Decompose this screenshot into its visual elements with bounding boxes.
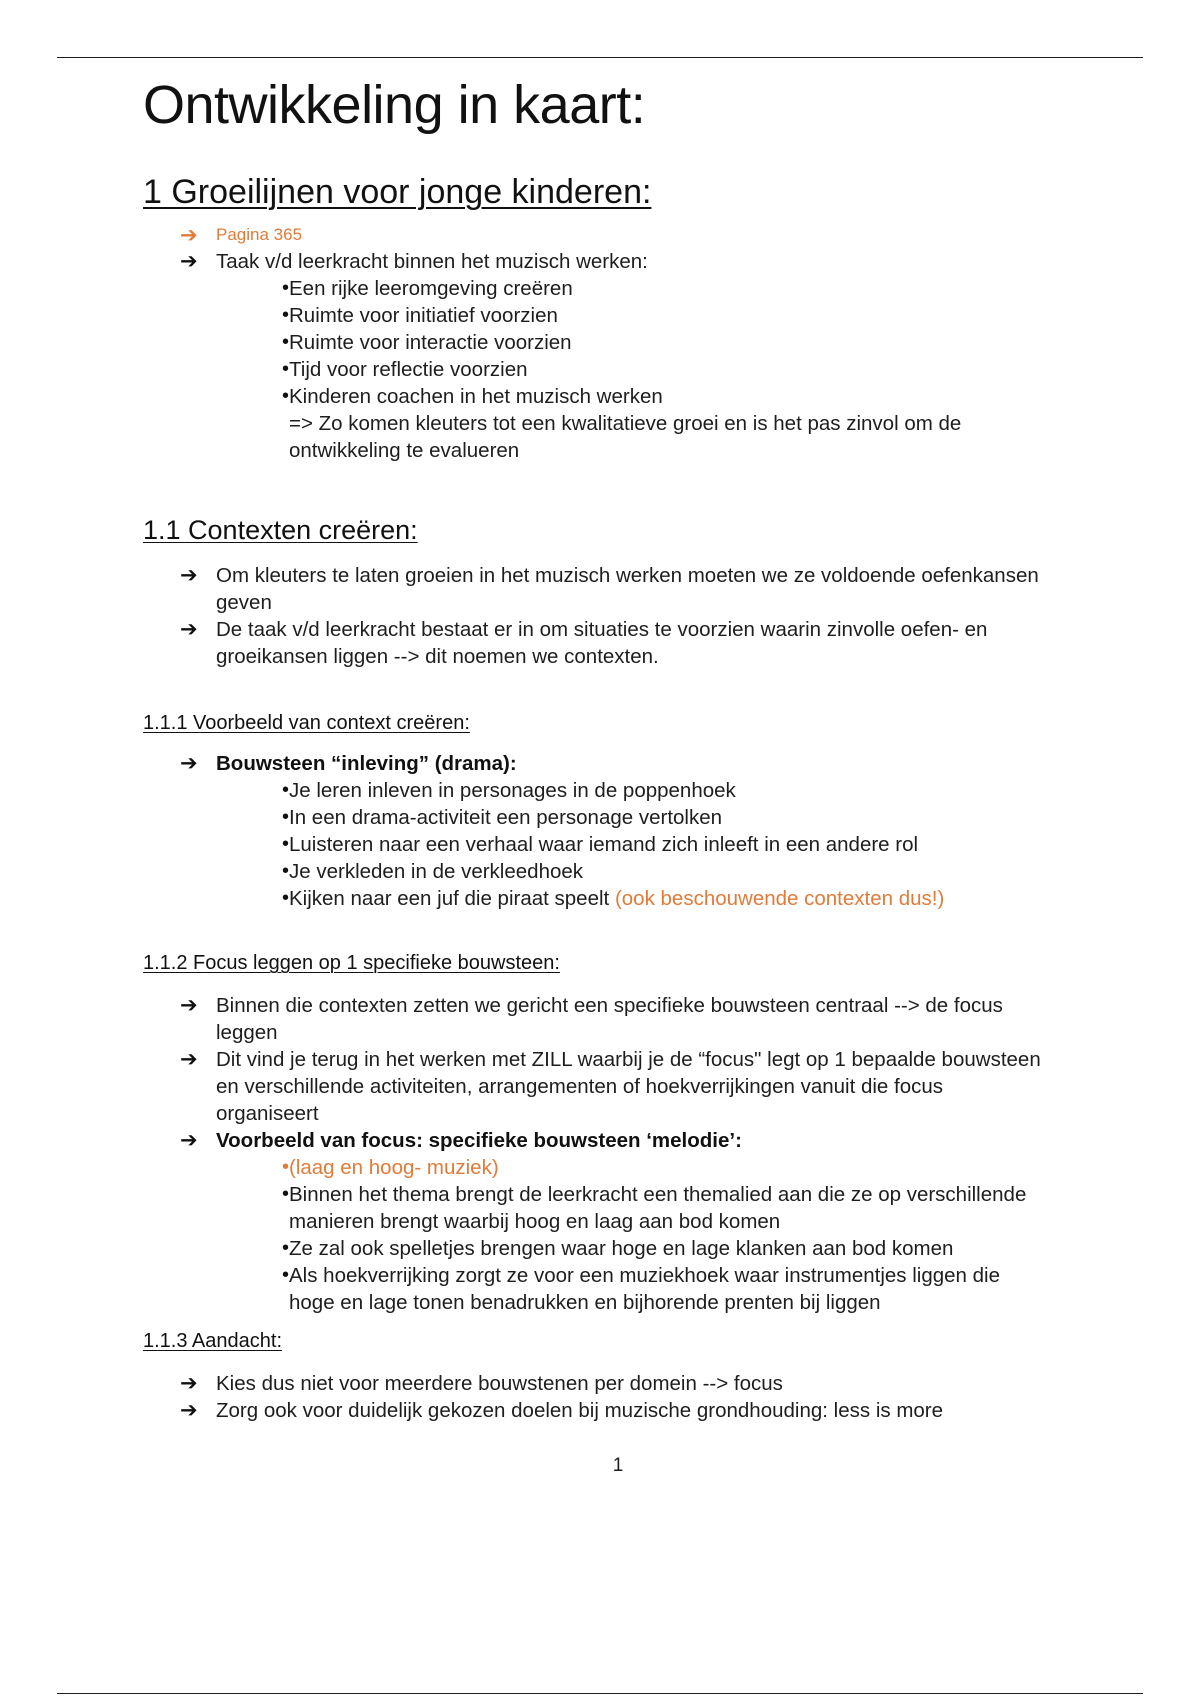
section-1-1-2-heading: 1.1.2 Focus leggen op 1 specifieke bouwsteen: [143, 952, 560, 974]
context-examples [216, 777, 1103, 912]
section-1-1-2-list [143, 992, 1103, 1154]
bullet-icon: • [282, 1156, 290, 1178]
list-item: ➔ Binnen die contexten zetten we gericht een specifieke bouwsteen centraal --> de focus leggen [180, 993, 1003, 1044]
bullet-icon: • [282, 1237, 290, 1259]
conclusion: => Zo komen kleuters tot een kwalitatieve groei en is het pas zinvol om de ontwikkeling te evalueren [289, 412, 962, 462]
list-item: • Tijd voor reflectie voorzien [216, 356, 1103, 383]
bullet-icon: • [282, 860, 290, 882]
bullet-icon: • [282, 358, 290, 380]
bullet-icon: • [282, 385, 290, 407]
list-item: • Ruimte voor initiatief voorzien [216, 302, 1103, 329]
section-1-1-list [143, 562, 1103, 670]
list-item: • Een rijke leeromgeving creëren [216, 275, 1103, 302]
arrow-right-icon: ➔ [180, 617, 198, 641]
list-item: ➔ De taak v/d leerkracht bestaat er in om situaties te voorzien waarin zinvolle oefen- en groeikansen liggen --> dit noemen we contexten. [180, 617, 988, 668]
section-1-1-1-list [143, 750, 1103, 777]
document-title: Ontwikkeling in kaart: [143, 75, 646, 135]
arrow-right-icon: ➔ [180, 1398, 198, 1422]
task-list [216, 275, 1103, 464]
section-1-1-1-heading: 1.1.1 Voorbeeld van context creëren: [143, 712, 470, 734]
section-1-list [143, 222, 1103, 275]
arrow-right-icon: ➔ [180, 751, 198, 775]
list-item: • (laag en hoog- muziek) [216, 1154, 1043, 1181]
list-item: • Ruimte voor interactie voorzien [216, 329, 1103, 356]
page-reference: ➔ Pagina 365 [180, 223, 303, 247]
list-item: ➔ Taak v/d leerkracht binnen het muzisch werken: [180, 249, 648, 273]
bullet-icon: • [282, 277, 290, 299]
list-item: ➔ Om kleuters te laten groeien in het muzisch werken moeten we ze voldoende oefenkansen geven [180, 563, 1039, 614]
arrow-right-icon: ➔ [180, 1128, 198, 1152]
page-number: 1 [612, 1455, 624, 1476]
footer-rule [57, 1693, 1143, 1694]
header-rule [57, 57, 1143, 58]
arrow-right-icon: ➔ [180, 563, 198, 587]
list-item: • Kijken naar een juf die piraat speelt (ook beschouwende contexten dus!) [216, 885, 1103, 912]
arrow-right-icon: ➔ [180, 223, 198, 247]
bullet-icon: • [282, 1183, 290, 1205]
bullet-icon: • [282, 887, 290, 909]
bullet-icon: • [282, 304, 290, 326]
list-item: • Luisteren naar een verhaal waar iemand zich inleeft in een andere rol [216, 831, 1103, 858]
section-1-1-heading: 1.1 Contexten creëren: [143, 515, 418, 545]
focus-examples [216, 1154, 1103, 1316]
bullet-icon: • [282, 1264, 290, 1286]
section-1-heading: 1 Groeilijnen voor jonge kinderen: [143, 173, 652, 211]
list-item: ➔ Bouwsteen “inleving” (drama): [180, 751, 517, 775]
list-item: ➔ Voorbeeld van focus: specifieke bouwsteen ‘melodie’: [180, 1128, 742, 1152]
arrow-right-icon: ➔ [180, 1371, 198, 1395]
list-item: • Als hoekverrijking zorgt ze voor een muziekhoek waar instrumentjes liggen die hoge en lage tonen benadrukken en bijhorende prenten bij liggen [216, 1262, 1043, 1316]
bullet-icon: • [282, 331, 290, 353]
bullet-icon: • [282, 806, 290, 828]
bullet-icon: • [282, 779, 290, 801]
arrow-right-icon: ➔ [180, 249, 198, 273]
list-item: • Binnen het thema brengt de leerkracht een themalied aan die ze op verschillende manieren brengt waarbij hoog en laag aan bod komen [216, 1181, 1043, 1235]
arrow-right-icon: ➔ [180, 1047, 198, 1071]
section-1-1-3-heading: 1.1.3 Aandacht: [143, 1330, 283, 1352]
list-item: • Je verkleden in de verkleedhoek [216, 858, 1103, 885]
list-item: • Ze zal ook spelletjes brengen waar hoge en lage klanken aan bod komen [216, 1235, 1043, 1262]
list-item: • Je leren inleven in personages in de poppenhoek [216, 777, 1103, 804]
document-page [143, 70, 1103, 1424]
arrow-right-icon: ➔ [180, 993, 198, 1017]
section-1-1-3-list [143, 1370, 1103, 1424]
list-item: ➔ Dit vind je terug in het werken met ZILL waarbij je de “focus" legt op 1 bepaalde bouwsteen en verschillende activiteiten, arrangementen of hoekverrijkingen vanuit die focus organiseert [180, 1047, 1041, 1125]
list-item: ➔ Zorg ook voor duidelijk gekozen doelen bij muzische grondhouding: less is more [180, 1398, 944, 1422]
list-item: ➔ Kies dus niet voor meerdere bouwstenen per domein --> focus [180, 1371, 783, 1395]
list-item: • Kinderen coachen in het muzisch werken [216, 383, 1103, 410]
bullet-icon: • [282, 833, 290, 855]
list-item: • In een drama-activiteit een personage vertolken [216, 804, 1103, 831]
